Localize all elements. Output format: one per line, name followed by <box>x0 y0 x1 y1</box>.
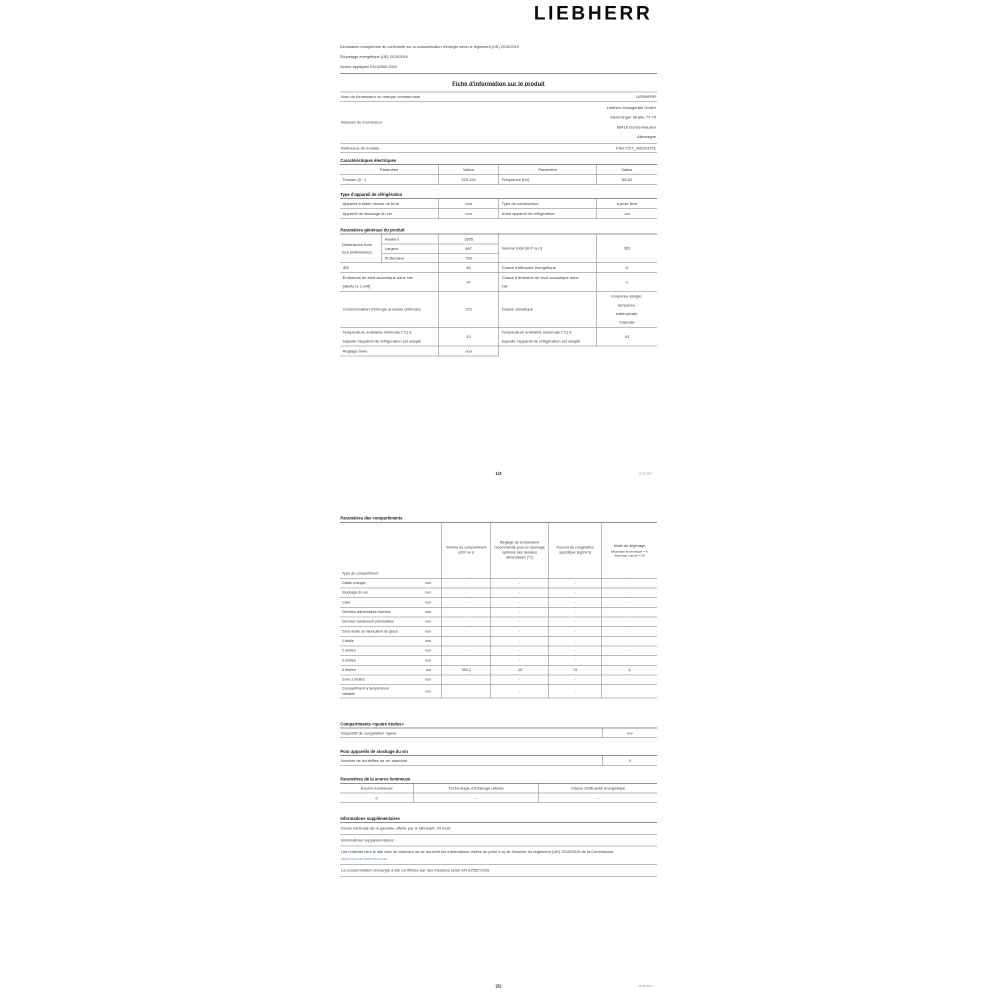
table-cell: - <box>491 579 549 589</box>
table-cell <box>340 646 442 656</box>
table-row <box>340 675 657 685</box>
table-cell: - <box>442 579 491 589</box>
section-heading: Paramètres des compartiments <box>340 516 657 523</box>
row-label: Profondeur <box>382 254 439 263</box>
info-text: Lien internet vers le site web du fabricant où se trouvent les informations visées au point 4 a) de l'annexe du règlement (UE) 2019/2019 de la Commission: <box>341 849 615 854</box>
document-canvas <box>340 0 657 1000</box>
supplier-address <box>607 103 656 142</box>
document-title: Fiche d'information sur le produit <box>452 80 545 87</box>
table-cell: - <box>491 588 549 598</box>
row-value: LIEBHERR <box>635 94 656 99</box>
table-row <box>340 598 657 608</box>
empty-cell <box>499 346 597 356</box>
address-line: 88416 Ochsenhausen <box>616 124 656 130</box>
row-label: Référence du modèle <box>341 145 380 151</box>
four-star-table <box>340 728 657 738</box>
column-header-title: Mode de dégivrage <box>613 543 646 548</box>
table-row <box>340 666 657 676</box>
table-cell: - <box>602 579 657 589</box>
table-cell: A <box>602 666 657 676</box>
table-cell: - <box>491 646 549 656</box>
print-date: 13.05.2024 <box>638 471 652 475</box>
table-cell: - <box>491 675 549 685</box>
table-row <box>340 627 657 637</box>
table-row <box>340 617 657 627</box>
column-header-note: (dégivrage automatique = A, dégivrage manuel = M) <box>610 549 649 557</box>
compartment-present: non <box>425 638 432 643</box>
info-row: Durée minimale de la garantie offerte par le fabricant: 24 mois <box>340 823 657 835</box>
table-cell: - <box>549 579 602 589</box>
table-cell: - <box>602 656 657 666</box>
table-cell: - <box>491 656 549 666</box>
column-header: Paramètre <box>499 165 597 175</box>
table-cell: - <box>549 627 602 637</box>
table-cell: Émissions de bruit acoustique dans l'air [dB(A) re 1 pW] <box>340 273 439 292</box>
table-cell: oui <box>597 209 657 219</box>
table-cell: - <box>442 637 491 647</box>
section-heading: Type d'appareil de réfrigération <box>340 192 657 199</box>
table-cell: - <box>442 627 491 637</box>
column-header: Technologie d'éclairage utilisée <box>414 784 539 794</box>
table-cell: - <box>539 793 657 803</box>
page2-footer <box>340 983 657 989</box>
table-cell <box>340 685 442 698</box>
table-cell: 222 <box>439 292 499 328</box>
table-row <box>382 234 499 243</box>
compartments-header-row <box>340 523 657 579</box>
compartment-present: oui <box>425 667 431 672</box>
address-line: Allemagne <box>637 134 656 139</box>
table-cell: Autre appareil de réfrigération <box>499 209 597 219</box>
row-value: 697 <box>439 244 499 253</box>
page-2 <box>340 516 657 877</box>
table-cell: - <box>442 685 491 698</box>
compartment-type: 2 étoiles <box>341 648 356 653</box>
address-line: Liebherr-Hausgeräte GmbH <box>606 105 656 110</box>
dimensions-subtable <box>382 234 499 262</box>
compartment-present: non <box>425 658 432 663</box>
page-number: 2/2 <box>495 983 502 989</box>
table-cell: Température ambiante minimale (°C) à laquelle l'appareil de réfrigération est adapté <box>340 328 439 347</box>
table-cell: non <box>439 199 499 209</box>
model-reference: FNd 7227_995203751 <box>616 145 656 151</box>
compartment-present: non <box>425 580 432 585</box>
declaration-block <box>340 42 657 72</box>
declaration-line: Déclaration européenne de conformité sur la consommation d'énergie selon le règlement (UE) 2019/2019 <box>340 44 519 49</box>
row-label: Nombre de bouteilles de vin standard <box>340 756 602 766</box>
compartment-type: Sans étoile ou fabrication de glace <box>341 629 399 634</box>
table-row <box>340 646 657 656</box>
table-cell: 363,2 <box>442 666 491 676</box>
column-header <box>602 523 657 579</box>
compartment-type: 1 étoile <box>341 638 354 643</box>
liebherr-logo: LIEBHERR <box>533 2 653 24</box>
table-row <box>382 253 499 262</box>
table-row <box>340 637 657 647</box>
supplier-table <box>340 92 657 153</box>
info-row <box>340 846 657 865</box>
section-heading: Compartiments «quatre étoiles» <box>340 722 657 729</box>
row-label: Nom du fournisseur ou marque commerciale <box>341 94 420 99</box>
table-cell <box>340 666 442 676</box>
table-cell: 37 <box>439 273 499 292</box>
row-value: 1855 <box>439 234 499 243</box>
table-row <box>340 656 657 666</box>
climate-class-value: tempérée élargie, tempérée, subtropicale, tropicale <box>611 293 643 325</box>
table-cell: - <box>549 675 602 685</box>
table-cell: - <box>442 656 491 666</box>
table-row <box>340 579 657 589</box>
table-cell: Type de construction <box>499 199 597 209</box>
table-cell: - <box>549 588 602 598</box>
table-row <box>340 102 657 144</box>
table-cell: - <box>442 608 491 618</box>
column-header: Réglage de température recommandé pour un stockage optimisé des denrées alimentaires (°C) <box>491 523 549 579</box>
column-header: Valeur <box>439 165 499 175</box>
compartment-type: 4 étoiles <box>341 667 356 672</box>
row-label: Dimensions hors tout (millimètres) <box>340 234 382 262</box>
table-cell: - <box>442 617 491 627</box>
table-cell: - <box>549 598 602 608</box>
compartment-present: non <box>425 648 432 653</box>
table-row <box>340 144 657 153</box>
column-header: Type de compartiment <box>340 523 442 579</box>
table-cell: Consommation d'énergie annuelle (kWh/an) <box>340 292 439 328</box>
section-heading: Informations supplémentaires <box>340 816 657 823</box>
section-heading: Paramètres généraux du produit <box>340 228 657 235</box>
print-date: 13.05.2024 <box>638 984 652 988</box>
column-header: Classe d'efficacité énergétique <box>539 784 657 794</box>
table-cell: - <box>602 646 657 656</box>
table-cell: 19 <box>549 666 602 676</box>
table-cell: - <box>491 617 549 627</box>
row-value: 0 <box>602 756 657 766</box>
row-label: Largeur <box>382 244 439 253</box>
compartment-type: Compartiment à température variable <box>341 686 389 696</box>
dimensions-row <box>340 234 657 263</box>
table-cell <box>340 598 442 608</box>
column-header: Valeur <box>597 165 657 175</box>
compartment-type: Stockage du vin <box>341 590 369 595</box>
row-value: 760 <box>439 254 499 263</box>
table-cell: - <box>491 627 549 637</box>
info-row: La consommation d'énergie a été confirmée par des mesures selon EN 62552:2020. <box>340 865 657 877</box>
column-header: Paramètre <box>340 165 439 175</box>
row-label: Volume total (dm³ ou l) <box>499 234 597 262</box>
compartment-present: non <box>425 619 432 624</box>
table-cell <box>340 627 442 637</box>
table-cell: - <box>442 598 491 608</box>
table-cell: Température ambiante maximale (°C) à laquelle l'appareil de réfrigération est adapté <box>499 328 597 347</box>
table-cell: Réglage hiver <box>340 346 439 356</box>
compartment-present: non <box>425 689 432 694</box>
table-cell: Tension (V ~) <box>340 175 439 185</box>
column-header: Pouvoir de congélation spécifique (kg/24 h) <box>549 523 602 579</box>
table-cell: Classe d'efficacité énergétique <box>499 263 597 273</box>
row-label: Dispositif de congélation rapide <box>340 728 602 738</box>
table-cell: à pose libre <box>597 199 657 209</box>
table-cell: - <box>549 646 602 656</box>
table-cell: D <box>597 263 657 273</box>
declaration-line: Norme appliquée EN 62552:2020 <box>340 64 397 69</box>
table-cell: - <box>602 675 657 685</box>
compartment-present: non <box>425 629 432 634</box>
table-cell <box>340 608 442 618</box>
table-cell: 220-240 <box>439 175 499 185</box>
compartment-type: Denrées hautement périssables <box>341 619 394 624</box>
table-cell: - <box>549 617 602 627</box>
table-cell: - <box>602 598 657 608</box>
table-cell: Fréquence (Hz) <box>499 175 597 185</box>
page-number: 1/2 <box>495 470 502 476</box>
table-cell: - <box>414 793 539 803</box>
table-cell: - <box>491 598 549 608</box>
additional-info-table <box>340 823 657 877</box>
column-header: Volume du compartiment (dm³ ou l) <box>442 523 491 579</box>
compartment-type: 3 étoiles <box>341 658 356 663</box>
compartment-present: non <box>425 609 432 614</box>
compartment-type: Garde-manger <box>341 580 366 585</box>
table-cell <box>340 588 442 598</box>
appliance-type-table <box>340 199 657 219</box>
table-cell: 10 <box>439 328 499 347</box>
table-cell: Classe climatique <box>499 292 597 328</box>
table-row <box>340 588 657 598</box>
compartment-type: Denrées alimentaires fraîches <box>341 609 391 614</box>
compartments-body <box>340 579 657 699</box>
divider <box>340 73 657 74</box>
table-row <box>340 92 657 101</box>
table-cell: IEE <box>340 263 439 273</box>
electrical-table <box>340 165 657 185</box>
table-cell: - <box>549 608 602 618</box>
table-cell <box>340 656 442 666</box>
compartment-type: Zone 2 étoiles <box>341 677 366 682</box>
section-heading: Paramètres de la source lumineuse <box>340 777 657 784</box>
table-cell: - <box>491 608 549 618</box>
table-cell: 43 <box>597 328 657 347</box>
column-header: Source lumineuse <box>340 784 414 794</box>
wine-storage-table <box>340 756 657 766</box>
row-label: Adresse du fournisseur <box>341 119 383 125</box>
row-label: Hauteur <box>382 234 439 243</box>
compartment-present: non <box>425 590 432 595</box>
table-cell: - <box>602 617 657 627</box>
table-cell: 50-60 <box>597 175 657 185</box>
table-row <box>340 685 657 698</box>
table-cell: 0 <box>340 793 414 803</box>
table-cell: non <box>439 346 499 356</box>
table-cell: - <box>602 588 657 598</box>
table-cell: - <box>549 637 602 647</box>
table-cell <box>340 675 442 685</box>
table-cell <box>340 579 442 589</box>
table-cell <box>340 637 442 647</box>
table-cell: -18 <box>491 666 549 676</box>
table-cell: - <box>549 656 602 666</box>
table-cell: - <box>549 685 602 698</box>
section-heading: Pour appareils de stockage du vin <box>340 749 657 756</box>
table-cell: C <box>597 273 657 292</box>
table-row <box>382 244 499 253</box>
declaration-line: Étiquetage énergétique (UE) 2019/2016 <box>340 54 408 59</box>
table-cell: 80 <box>439 263 499 273</box>
table-cell: - <box>442 675 491 685</box>
table-cell <box>340 617 442 627</box>
table-cell: - <box>602 685 657 698</box>
compartment-present: non <box>425 677 432 682</box>
light-source-table <box>340 784 657 803</box>
table-cell: Appareil à faible niveau de bruit <box>340 199 439 209</box>
table-cell: non <box>439 209 499 219</box>
row-value: oui <box>602 728 657 738</box>
address-line: Memminger Straße 77-79 <box>610 114 656 120</box>
table-cell: - <box>602 608 657 618</box>
compartment-type: Cave <box>341 600 351 605</box>
table-cell: - <box>442 646 491 656</box>
table-cell: - <box>491 637 549 647</box>
table-cell: Classe d'émission de bruit acoustique dans l'air <box>499 273 597 292</box>
page1-footer <box>340 471 657 477</box>
empty-cell <box>597 346 657 356</box>
manufacturer-link[interactable]: https://home.liebherr.com/ <box>341 856 388 861</box>
compartments-table <box>340 523 657 699</box>
table-cell: - <box>442 588 491 598</box>
general-parameters-table <box>340 263 657 356</box>
row-value: 363 <box>623 245 631 251</box>
compartment-present: non <box>425 600 432 605</box>
section-heading: Caractéristiques électriques <box>340 158 657 165</box>
table-cell: Appareil de stockage du vin <box>340 209 439 219</box>
table-cell: - <box>602 627 657 637</box>
table-cell: - <box>491 685 549 698</box>
table-cell <box>597 292 657 328</box>
table-cell: - <box>602 637 657 647</box>
table-row <box>340 608 657 618</box>
info-row: Informations supplémentaires: - <box>340 835 657 847</box>
